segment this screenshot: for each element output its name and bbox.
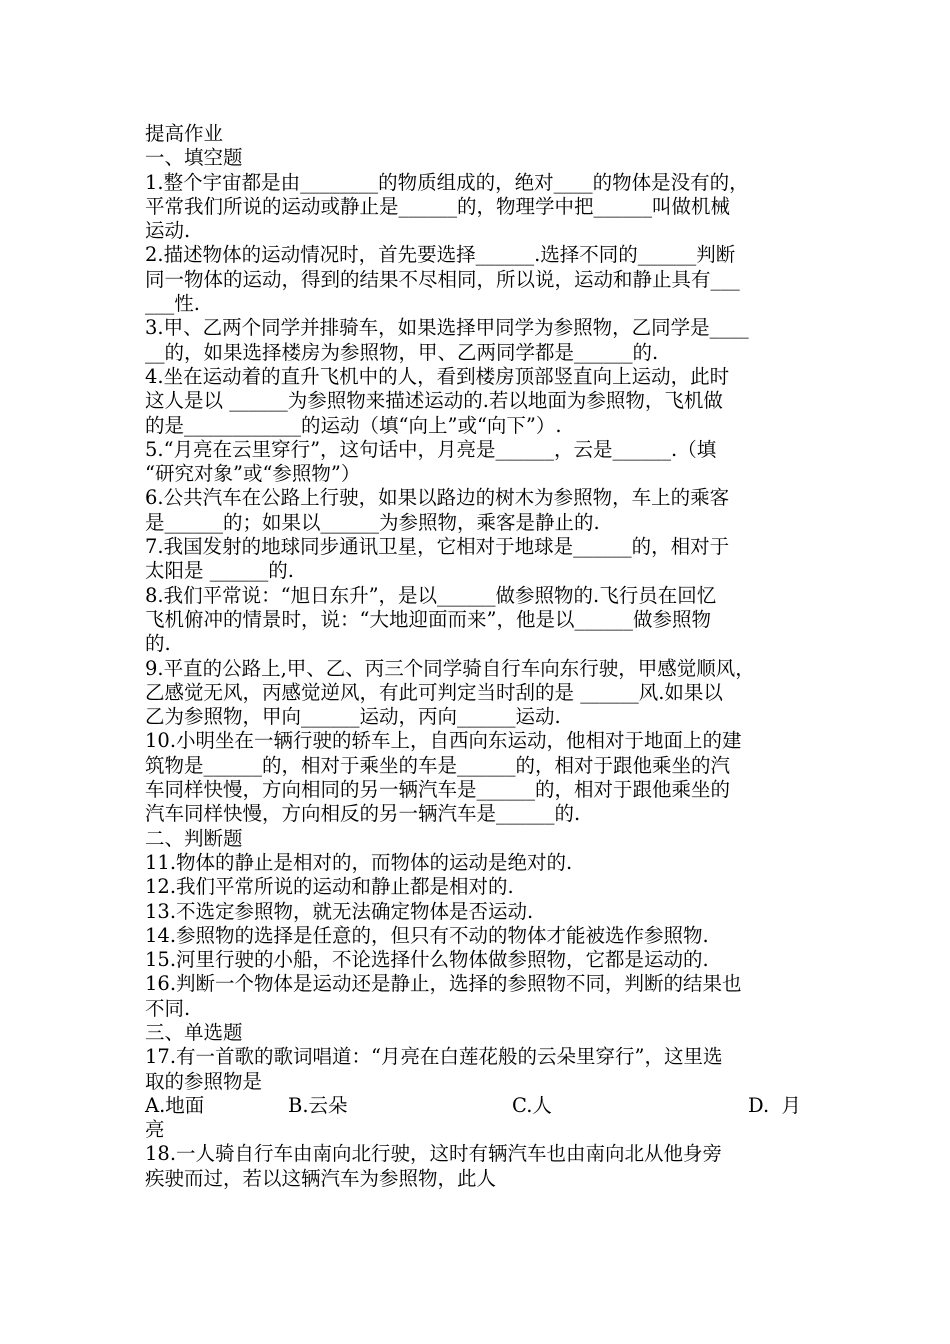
question-14: 14.参照物的选择是任意的，但只有不动的物体才能被选作参照物. [145, 923, 709, 947]
option-d-wrap: 亮 [145, 1118, 165, 1142]
question-18: 18.一人骑自行车由南向北行驶，这时有辆汽车也由南向北从他身旁 疾驶而过，若以这辆汽车为参照物，此人 [145, 1142, 723, 1190]
question-11: 11.物体的静止是相对的，而物体的运动是绝对的. [145, 850, 573, 874]
question-9: 9.平直的公路上,甲、乙、丙三个同学骑自行车向东行驶，甲感觉顺风， 乙感觉无风，丙感觉逆风，有此可判定当时刮的是 ______风.如果以 乙为参照物，甲向______运动，丙向______运动. [145, 656, 755, 729]
question-15: 15.河里行驶的小船，不论选择什么物体做参照物，它都是运动的. [145, 948, 709, 972]
worksheet-title: 提高作业 [145, 122, 224, 145]
section-true-false-heading: 二、判断题 [145, 826, 243, 850]
option-a: A.地面 [145, 1093, 205, 1117]
question-4: 4.坐在运动着的直升飞机中的人，看到楼房顶部竖直向上运动，此时 这人是以 ______为参照物来描述运动的.若以地面为参照物，飞机做 的是____________的运动（填“向上”或“向下”）. [145, 364, 730, 437]
worksheet [145, 122, 810, 1191]
question-8: 8.我们平常说：“旭日东升”，是以______做参照物的.飞行员在回忆 飞机俯冲的情景时，说：“大地迎面而来”，他是以______做参照物 的. [145, 583, 717, 656]
question-12: 12.我们平常所说的运动和静止都是相对的. [145, 875, 514, 899]
question-13: 13.不选定参照物，就无法确定物体是否运动. [145, 899, 534, 923]
question-5: 5.“月亮在云里穿行”，这句话中，月亮是______，云是______.（填 “研究对象”或“参照物”） [145, 437, 717, 486]
question-10: 10.小明坐在一辆行驶的轿车上，自西向东运动，他相对于地面上的建 筑物是______的，相对于乘坐的车是______的，相对于跟他乘坐的汽 车同样快慢，方向相同的另一辆汽车是______的，相对于跟他乘坐的 汽车同样快慢，方向相反的另一辆汽车是______的. [145, 729, 742, 826]
question-16: 16.判断一个物体是运动还是静止，选择的参照物不同，判断的结果也 不同. [145, 972, 742, 1020]
question-6: 6.公共汽车在公路上行驶，如果以路边的树木为参照物，车上的乘客 是______的；如果以______为参照物，乘客是静止的. [145, 486, 730, 534]
question-17-options [145, 1094, 810, 1118]
option-c: C.人 [512, 1093, 552, 1117]
question-2: 2.描述物体的运动情况时，首先要选择______.选择不同的______判断 同一物体的运动，得到的结果不尽相同，所以说，运动和静止具有___ ___性. [145, 243, 740, 316]
option-b: B.云朵 [288, 1093, 348, 1117]
question-1: 1.整个宇宙都是由________的物质组成的，绝对____的物体是没有的， 平常我们所说的运动或静止是______的，物理学中把______叫做机械 运动. [145, 170, 749, 243]
question-7: 7.我国发射的地球同步通讯卫星，它相对于地球是______的，相对于 太阳是 ______的. [145, 535, 730, 583]
section-fill-in-blank-heading: 一、填空题 [145, 146, 243, 170]
question-17: 17.有一首歌的歌词唱道：“月亮在白莲花般的云朵里穿行”，这里选 取的参照物是 A.地面 B.云朵 C.人 D. 月 亮 [145, 1045, 810, 1142]
question-3: 3.甲、乙两个同学并排骑车，如果选择甲同学为参照物，乙同学是____ __的，如果选择楼房为参照物，甲、乙两同学都是______的. [145, 316, 749, 364]
option-d: D. 月 [748, 1093, 802, 1117]
section-single-choice-heading: 三、单选题 [145, 1020, 243, 1044]
